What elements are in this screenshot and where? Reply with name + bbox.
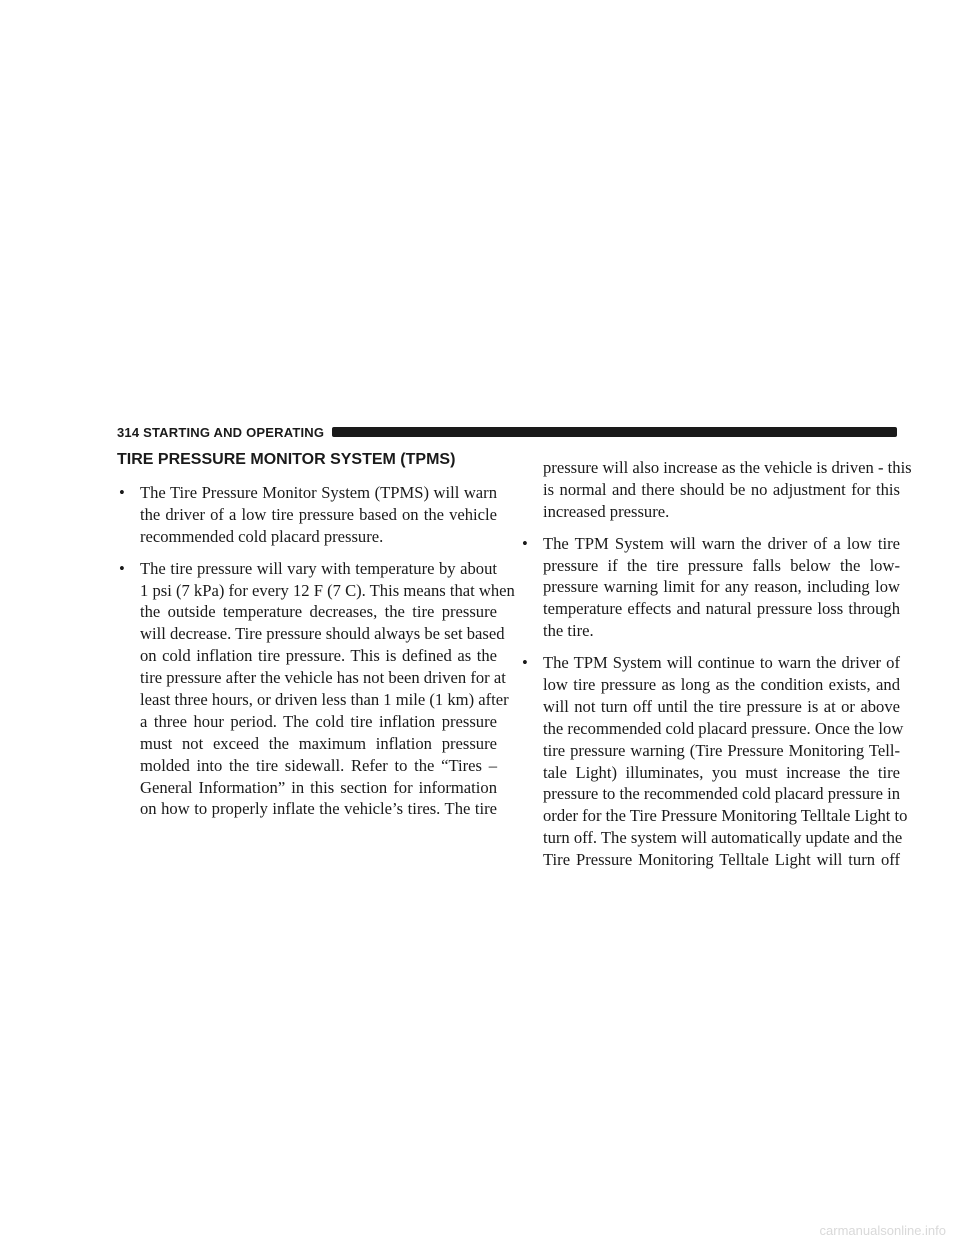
bullet-dot-icon: • [522,653,528,673]
bullet-dot-icon: • [119,558,125,578]
text-line: pressure warning limit for any reason, including low [543,577,900,597]
header-rule-bar [332,427,897,437]
left-column [117,482,515,830]
text-line: General Information” in this section for information [140,777,497,797]
continued-paragraph [520,457,912,523]
bullet-dot-icon: • [119,483,125,502]
text-line: tire pressure warning (Tire Pressure Monitoring Tell- [543,740,900,760]
bullet-text [543,533,900,642]
text-line: pressure will also increase as the vehicle is driven - this [543,458,912,477]
bullet-dot-icon: • [522,533,528,553]
text-line: tire pressure after the vehicle has not been driven for at [140,668,506,688]
bullet-item [117,558,515,821]
text-line: a three hour period. The cold tire inflation pressure [140,711,497,731]
text-line: low tire pressure as long as the condition exists, and [543,675,900,695]
text-line: The Tire Pressure Monitor System (TPMS) will warn [140,483,497,502]
bullet-text [140,558,515,821]
bullet-item [117,482,497,548]
text-line: 1 psi (7 kPa) for every 12 F (7 C). This means that when [140,580,515,600]
text-line: on cold inflation tire pressure. This is defined as the [140,646,497,666]
text-line: turn off. The system will automatically update and the [543,828,903,848]
text-line: will not turn off until the tire pressure is at or above [543,696,900,716]
text-line: molded into the tire sidewall. Refer to the “Tires – [140,755,497,775]
text-line: The tire pressure will vary with temperature by about [140,558,497,578]
text-line: on how to properly inflate the vehicle’s tires. The tire [140,799,497,819]
text-line: temperature effects and natural pressure loss through [543,599,900,619]
text-line: the driver of a low tire pressure based on the vehicle [140,504,497,524]
text-line: The TPM System will continue to warn the driver of [543,653,900,673]
bullet-text [140,482,497,548]
bullet-item [520,652,908,871]
text-line: least three hours, or driven less than 1 mile (1 km) after [140,690,509,710]
text-line: is normal and there should be no adjustment for this [543,479,900,499]
text-line: Tire Pressure Monitoring Telltale Light will turn off [543,850,900,870]
text-line: pressure to the recommended cold placard pressure in [543,784,901,804]
bullet-text [543,652,908,871]
text-line: the outside temperature decreases, the tire pressure [140,602,497,622]
watermark-text: carmanualsonline.info [819,1223,946,1238]
text-line: the recommended cold placard pressure. Once the low [543,718,904,738]
text-line: recommended cold placard pressure. [140,526,384,546]
section-title: TIRE PRESSURE MONITOR SYSTEM (TPMS) [117,451,456,468]
text-line: must not exceed the maximum inflation pressure [140,733,497,753]
text-line: increased pressure. [543,501,670,521]
bullet-item [520,533,900,642]
page-number-label: 314 STARTING AND OPERATING [117,424,325,440]
text-line: tale Light) illuminates, you must increase the tire [543,762,900,782]
text-line: will decrease. Tire pressure should always be set based [140,624,505,644]
page-header [117,423,897,441]
text-line: the tire. [543,621,594,641]
text-line: The TPM System will warn the driver of a low tire [543,533,900,553]
text-line: pressure if the tire pressure falls below the low- [543,555,900,575]
right-column [520,457,912,881]
text-line: order for the Tire Pressure Monitoring Telltale Light to [543,806,908,826]
